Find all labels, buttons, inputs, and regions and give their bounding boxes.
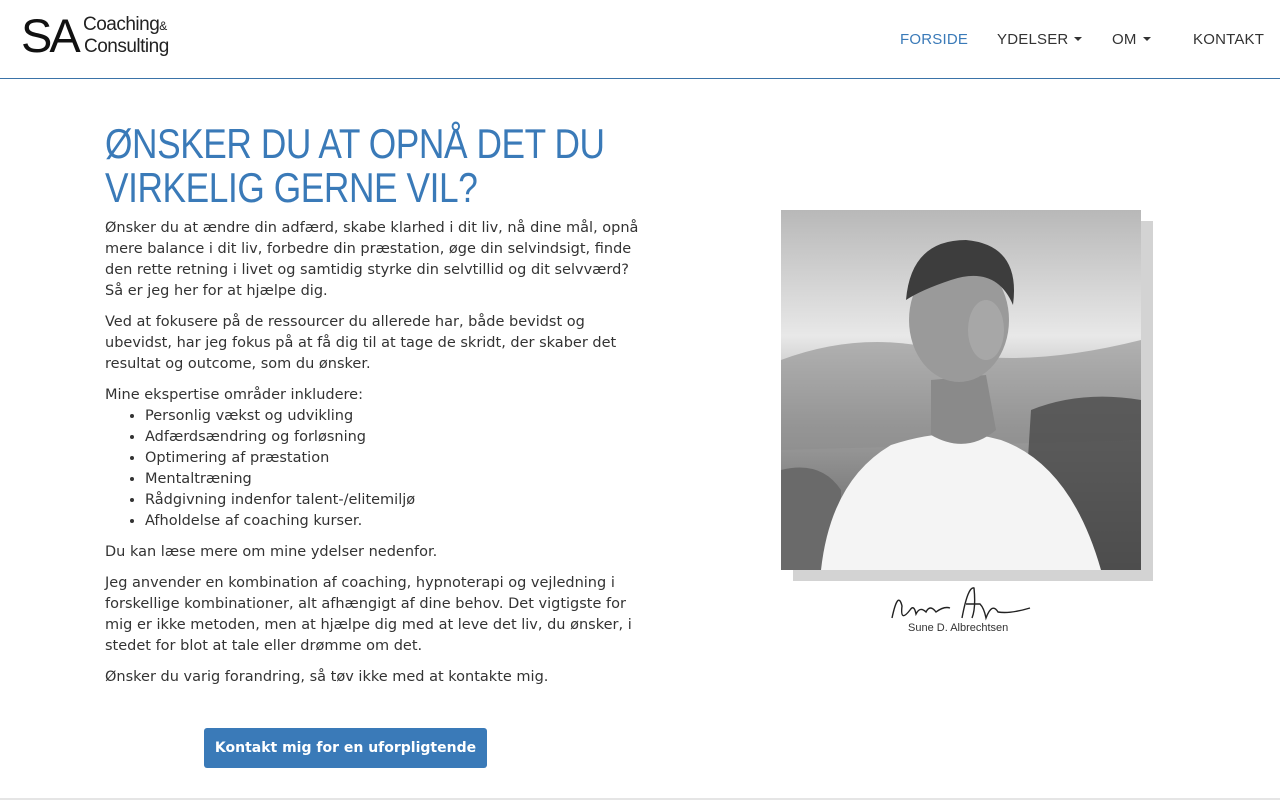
list-item: • Optimering af præstation <box>145 448 645 469</box>
expertise-section <box>105 385 645 532</box>
brand-logo[interactable] <box>21 9 181 64</box>
page-title: ØNSKER DU AT OPNÅ DET DU VIRKELIG GERNE VIL? <box>105 120 605 211</box>
nav-item-ydelser[interactable]: YDELSER <box>997 31 1082 49</box>
contact-cta-button[interactable]: Kontakt mig for en uforpligtende snak <box>204 728 487 768</box>
caret-down-icon <box>1074 37 1082 41</box>
nav-item-om[interactable]: OM <box>1112 31 1151 49</box>
portrait-photo <box>781 210 1141 570</box>
caret-down-icon <box>1143 37 1151 41</box>
signature-name: Sune D. Albrechtsen <box>908 622 1009 634</box>
list-item: • Mentaltræning <box>145 469 645 490</box>
nav-item-forside[interactable]: FORSIDE <box>900 31 969 48</box>
list-item: • Adfærdsændring og forløsning <box>145 427 645 448</box>
list-item: • Personlig vækst og udvikling <box>145 406 645 427</box>
navbar <box>0 0 1280 79</box>
main-content <box>105 122 645 688</box>
list-item: • Rådgivning indenfor talent-/elitemiljø <box>145 490 645 511</box>
portrait-image <box>781 210 1141 570</box>
logo-coaching: Coaching& <box>83 14 167 35</box>
nav-item-kontakt[interactable]: KONTAKT <box>1193 31 1265 48</box>
closing-paragraph: Ønsker du varig forandring, så tøv ikke med at kontakte mig. <box>105 669 549 685</box>
list-item: • Afholdelse af coaching kurser. <box>145 511 645 532</box>
logo-consulting: Consulting <box>84 36 169 57</box>
logo-initials: SA <box>21 9 78 62</box>
expertise-list <box>145 406 645 532</box>
intro-paragraph: Ønsker du at ændre din adfærd, skabe klarhed i dit liv, nå dine mål, opnå mere balance i dit liv, forbedre din præstation, øge din selvindsigt, finde den rette retning i livet og samtidig styrke din selvtillid og dit selvværd? Så er jeg her for at hjælpe dig. <box>105 220 639 299</box>
expertise-intro: Mine ekspertise områder inkludere: <box>105 387 363 403</box>
focus-paragraph: Ved at fokusere på de ressourcer du allerede har, både bevidst og ubevidst, har jeg fokus på at få dig til at tage de skridt, der skaber det resultat og outcome, som du ønsker. <box>105 314 617 372</box>
services-paragraph: Du kan læse mere om mine ydelser nedenfor. <box>105 544 438 560</box>
method-paragraph: Jeg anvender en kombination af coaching, hypnoterapi og vejledning i forskellige kombinationer, alt afhængigt af dine behov. Det vigtigste for mig er ikke metoden, men at hjælpe dig med at leve det liv, du ønsker, i stedet for blot at tale eller drømme om det. <box>105 575 632 654</box>
